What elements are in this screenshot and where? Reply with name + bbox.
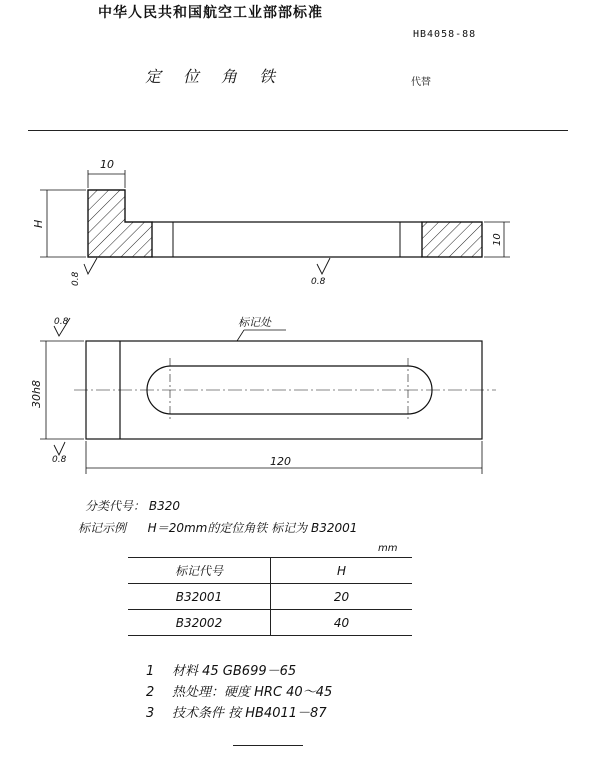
roughness-bottom: 0.8 (311, 277, 326, 287)
notes-list (146, 661, 332, 724)
dim-plan-width: 30h8 (30, 380, 43, 408)
row-code: B32001 (128, 584, 271, 610)
section-left-hatch (88, 190, 152, 257)
marking-example-line (78, 519, 357, 536)
row-h: 40 (271, 610, 413, 636)
note-text: 技术条件 按 HB4011－87 (172, 706, 327, 721)
classification-value: B320 (148, 499, 180, 513)
section-view (40, 170, 510, 274)
dim-right-thickness: 10 (492, 233, 503, 246)
standard-code: HB4058-88 (413, 29, 477, 40)
technical-drawing (0, 140, 600, 485)
classification-label: 分类代号： (85, 499, 146, 513)
organization-header: 中华人民共和国航空工业部部标准 (98, 5, 323, 21)
header-code: 标记代号 (128, 558, 271, 584)
classification-line (85, 497, 180, 514)
row-h: 20 (271, 584, 413, 610)
plan-view (40, 318, 496, 474)
section-right-hatch (422, 222, 482, 257)
table-row (128, 584, 412, 610)
page-title: 定位角铁 (145, 67, 298, 86)
header-rule (28, 130, 568, 131)
table-header-row (128, 558, 412, 584)
note-text: 热处理：硬度 HRC 40～45 (172, 685, 333, 700)
note-number: 1 (146, 664, 155, 679)
note-number: 2 (146, 685, 155, 700)
note-item (146, 661, 332, 682)
note-number: 3 (146, 706, 155, 721)
roughness-left: 0.8 (71, 271, 81, 286)
spec-table (128, 557, 412, 636)
row-code: B32002 (128, 610, 271, 636)
marking-example-text: H＝20mm的定位角铁 标记为 B32001 (147, 521, 358, 535)
marking-label: 标记处 (238, 316, 271, 329)
note-item (146, 703, 332, 724)
dim-top-width: 10 (100, 158, 114, 171)
marking-example-label: 标记示例 (78, 521, 127, 535)
roughness-bottom-plan: 0.8 (52, 455, 67, 465)
table-unit: mm (378, 543, 398, 554)
header-h: H (271, 558, 413, 584)
table-row (128, 610, 412, 636)
end-rule (233, 745, 303, 746)
note-item (146, 682, 332, 703)
replaces-label: 代替 (411, 77, 431, 88)
dim-height: H (32, 219, 45, 228)
roughness-top-plan: 0.8 (54, 317, 69, 327)
note-text: 材料 45 GB699－65 (172, 664, 297, 679)
dim-length: 120 (270, 455, 291, 468)
